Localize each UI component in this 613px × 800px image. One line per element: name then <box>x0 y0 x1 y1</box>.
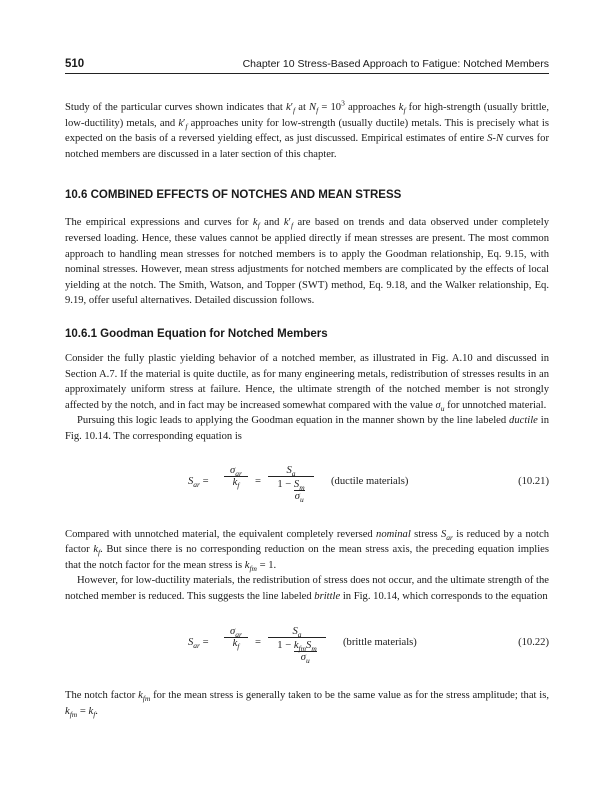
eq1-lhs: $S_{ar}$ = <box>188 475 209 489</box>
paragraph-comparison: Compared with unnotched material, the equivalent completely reversed nominal stress $S_{ar}$ is reduced by a notch factor $k_f$. But since there is no corresponding reduction on the mean stress axis, the preceding equation implies that the notch factor for the mean stress is $k_{fm} = 1$. <box>65 528 549 573</box>
subsection-heading: 10.6.1 Goodman Equation for Notched Members <box>65 327 328 340</box>
paragraph-brittle: However, for low-ductility materials, the redistribution of stress does not occur, and the ultimate strength of the notched member is reduced. This suggests the line labeled brittle in Fig. 10.14, which corresponds to the equation <box>65 575 549 602</box>
paragraph-ductile: Consider the fully plastic yielding behavior of a notched member, as illustrated in Fig. A.10 and discussed in Section A.7. If the material is quite ductile, as for many engineering metals, redistribution of stresses results in an approximately uniform stress at failure. Hence, the ultimate strength of the notched member is not strongly affected by the notch, and in fact may be increased somewhat compared with the value $\sigma_u$ for unnotched material. <box>65 352 549 413</box>
eq2-number: (10.22) <box>518 637 549 649</box>
paragraph-intro: Study of the particular curves shown indicates that $k'_f$ at $N_f = 10^3$ approaches $k_f$ for high-strength (usually brittle, low-ductility) metals, and $k'_f$ approaches unity for low-strength (usually ductile) metals. This is precisely what is expected on the basis of a reversed yielding effect, as just discussed. Empirical estimates of entire S-N curves for notched members are discussed in a later section of this chapter. <box>65 98 549 160</box>
equation-10-21: $S_{ar}$ = $\sigma_{ar}$ $k_f$ = $S_a$ 1 − $\frac{S_m}{\sigma_u}$ (ductile materials) (10.21) <box>188 464 549 504</box>
paragraph-section-intro: The empirical expressions and curves for $k_f$ and $k'_f$ are based on trends and data observed under completely reversed loading. Hence, these values cannot be applied directly if mean stresses are present. The most common approach to handling mean stresses for notched members is to apply the Goodman relationship, Eq. 9.15, with nominal stresses. However, mean stress adjustments for notched members are complicated by the effects of local yielding at the notch. The Smith, Watson, and Topper (SWT) method, Eq. 9.18, and the Walker relationship, Eq. 9.19, offer useful alternatives. Detailed discussion follows. <box>65 217 549 307</box>
section-heading: 10.6 COMBINED EFFECTS OF NOTCHES AND MEAN STRESS <box>65 189 402 202</box>
eq2-frac-ratio: $\sigma_{ar}$ $k_f$ <box>224 626 248 649</box>
page <box>65 58 549 720</box>
eq2-lhs: $S_{ar}$ = <box>188 637 209 651</box>
eq1-label: (ductile materials) <box>331 475 409 487</box>
eq2-label: (brittle materials) <box>343 637 417 649</box>
eq2-frac-main: $S_a$ 1 − $k_{fm}S_m$ $\sigma_u$ <box>268 626 326 663</box>
paragraph-notch-factor: The notch factor $k_{fm}$ for the mean stress is generally taken to be the same value as for the stress amplitude; that is, $k_{fm} = k_f$. <box>65 690 549 720</box>
eq1-frac-ratio: $\sigma_{ar}$ $k_f$ <box>224 465 248 488</box>
paragraph-goodman: Pursuing this logic leads to applying the Goodman equation in the manner shown by the line labeled ductile in Fig. 10.14. The corresponding equation is <box>65 415 549 442</box>
eq1-number: (10.21) <box>518 475 549 487</box>
page-number: 510 <box>65 58 85 70</box>
running-header <box>65 58 549 74</box>
chapter-title: Chapter 10 Stress-Based Approach to Fatigue: Notched Members <box>242 58 549 70</box>
eq1-frac-main: $S_a$ 1 − $\frac{S_m}{\sigma_u}$ <box>268 465 314 502</box>
equation-10-22: $S_{ar}$ = $\sigma_{ar}$ $k_f$ = $S_a$ 1 − $k_{fm}S_m$ $\sigma_u$ (brittle materials) (10.22) <box>188 626 549 666</box>
